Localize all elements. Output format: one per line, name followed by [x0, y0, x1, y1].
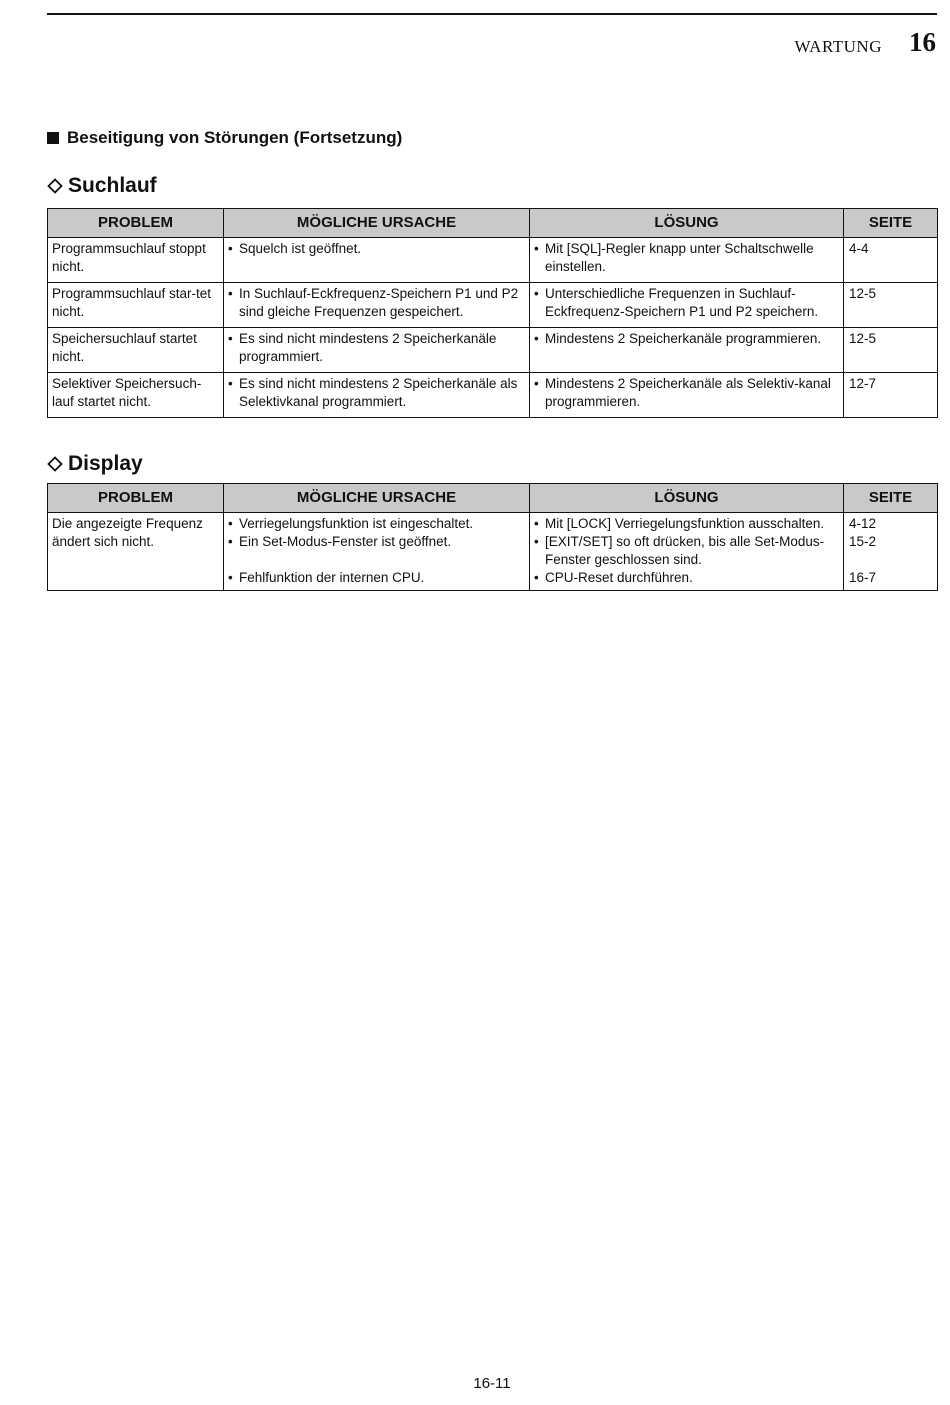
seite-item: 16-7	[849, 570, 877, 585]
chapter-title: WARTUNG	[794, 37, 882, 56]
table-row	[48, 328, 938, 373]
suchlauf-heading	[47, 174, 157, 198]
loesung-cell	[530, 238, 844, 283]
column-header-ursache: MÖGLICHE URSACHE	[224, 209, 530, 238]
problem-cell: Programmsuchlauf stoppt nicht.	[48, 238, 224, 283]
loesung-item: • Mit [SQL]-Regler knapp unter Schaltschwelle einstellen.	[534, 240, 839, 276]
ursache-item: • Es sind nicht mindestens 2 Speicherkanäle programmiert.	[228, 330, 525, 366]
diamond-outline-icon	[47, 456, 63, 472]
loesung-item: • CPU-Reset durchführen.	[534, 569, 839, 587]
seite-cell: 12-5	[844, 283, 938, 328]
display-title: Display	[68, 452, 143, 475]
seite-item: 15-2	[849, 534, 877, 549]
section-heading	[47, 128, 402, 148]
chapter-number: 16	[909, 27, 936, 57]
loesung-cell	[530, 328, 844, 373]
problem-cell: Programmsuchlauf star-tet nicht.	[48, 283, 224, 328]
column-header-seite: SEITE	[844, 209, 938, 238]
column-header-loesung: LÖSUNG	[530, 209, 844, 238]
loesung-item: • Mindestens 2 Speicherkanäle als Selektiv-kanal programmieren.	[534, 375, 839, 411]
problem-cell: Selektiver Speichersuch-lauf startet nicht.	[48, 373, 224, 418]
suchlauf-title: Suchlauf	[68, 174, 157, 197]
seite-item: 4-12	[849, 516, 877, 531]
ursache-item: • Verriegelungsfunktion ist eingeschaltet.	[228, 515, 525, 533]
loesung-item: • Mindestens 2 Speicherkanäle programmieren.	[534, 330, 839, 348]
column-header-problem: PROBLEM	[48, 209, 224, 238]
column-header-problem: PROBLEM	[48, 484, 224, 513]
loesung-cell	[530, 283, 844, 328]
header-rule	[47, 13, 937, 15]
loesung-item: • [EXIT/SET] so oft drücken, bis alle Set-Modus-Fenster geschlossen sind.	[534, 533, 839, 569]
display-heading	[47, 452, 143, 476]
seite-cell	[844, 513, 938, 591]
table-header-row	[48, 484, 938, 513]
table-row	[48, 373, 938, 418]
section-title: Beseitigung von Störungen (Fortsetzung)	[67, 128, 403, 147]
loesung-item: • Unterschiedliche Frequenzen in Suchlauf-Eckfrequenz-Speichern P1 und P2 speichern.	[534, 285, 839, 321]
column-header-seite: SEITE	[844, 484, 938, 513]
loesung-item: • Mit [LOCK] Verriegelungsfunktion ausschalten.	[534, 515, 839, 533]
ursache-cell	[224, 328, 530, 373]
ursache-cell	[224, 238, 530, 283]
problem-cell: Speichersuchlauf startet nicht.	[48, 328, 224, 373]
seite-cell: 12-7	[844, 373, 938, 418]
ursache-item: • Ein Set-Modus-Fenster ist geöffnet.	[228, 533, 525, 551]
table-row	[48, 238, 938, 283]
column-header-ursache: MÖGLICHE URSACHE	[224, 484, 530, 513]
ursache-cell	[224, 373, 530, 418]
ursache-item: • Fehlfunktion der internen CPU.	[228, 569, 525, 587]
page-number: 16-11	[473, 1375, 511, 1392]
display-table	[47, 483, 938, 591]
suchlauf-table	[47, 208, 938, 418]
loesung-cell	[530, 373, 844, 418]
table-row	[48, 513, 938, 591]
loesung-cell	[530, 513, 844, 591]
problem-cell: Die angezeigte Frequenz ändert sich nicht.	[48, 513, 224, 591]
seite-cell: 4-4	[844, 238, 938, 283]
ursache-item: • Es sind nicht mindestens 2 Speicherkanäle als Selektivkanal programmiert.	[228, 375, 525, 411]
ursache-item: • In Suchlauf-Eckfrequenz-Speichern P1 und P2 sind gleiche Frequenzen gespeichert.	[228, 285, 525, 321]
column-header-loesung: LÖSUNG	[530, 484, 844, 513]
table-header-row	[48, 209, 938, 238]
seite-cell: 12-5	[844, 328, 938, 373]
table-row	[48, 283, 938, 328]
ursache-cell	[224, 513, 530, 591]
ursache-cell	[224, 283, 530, 328]
ursache-item: • Squelch ist geöffnet.	[228, 240, 525, 258]
filled-square-icon	[47, 132, 59, 144]
diamond-outline-icon	[47, 178, 63, 194]
